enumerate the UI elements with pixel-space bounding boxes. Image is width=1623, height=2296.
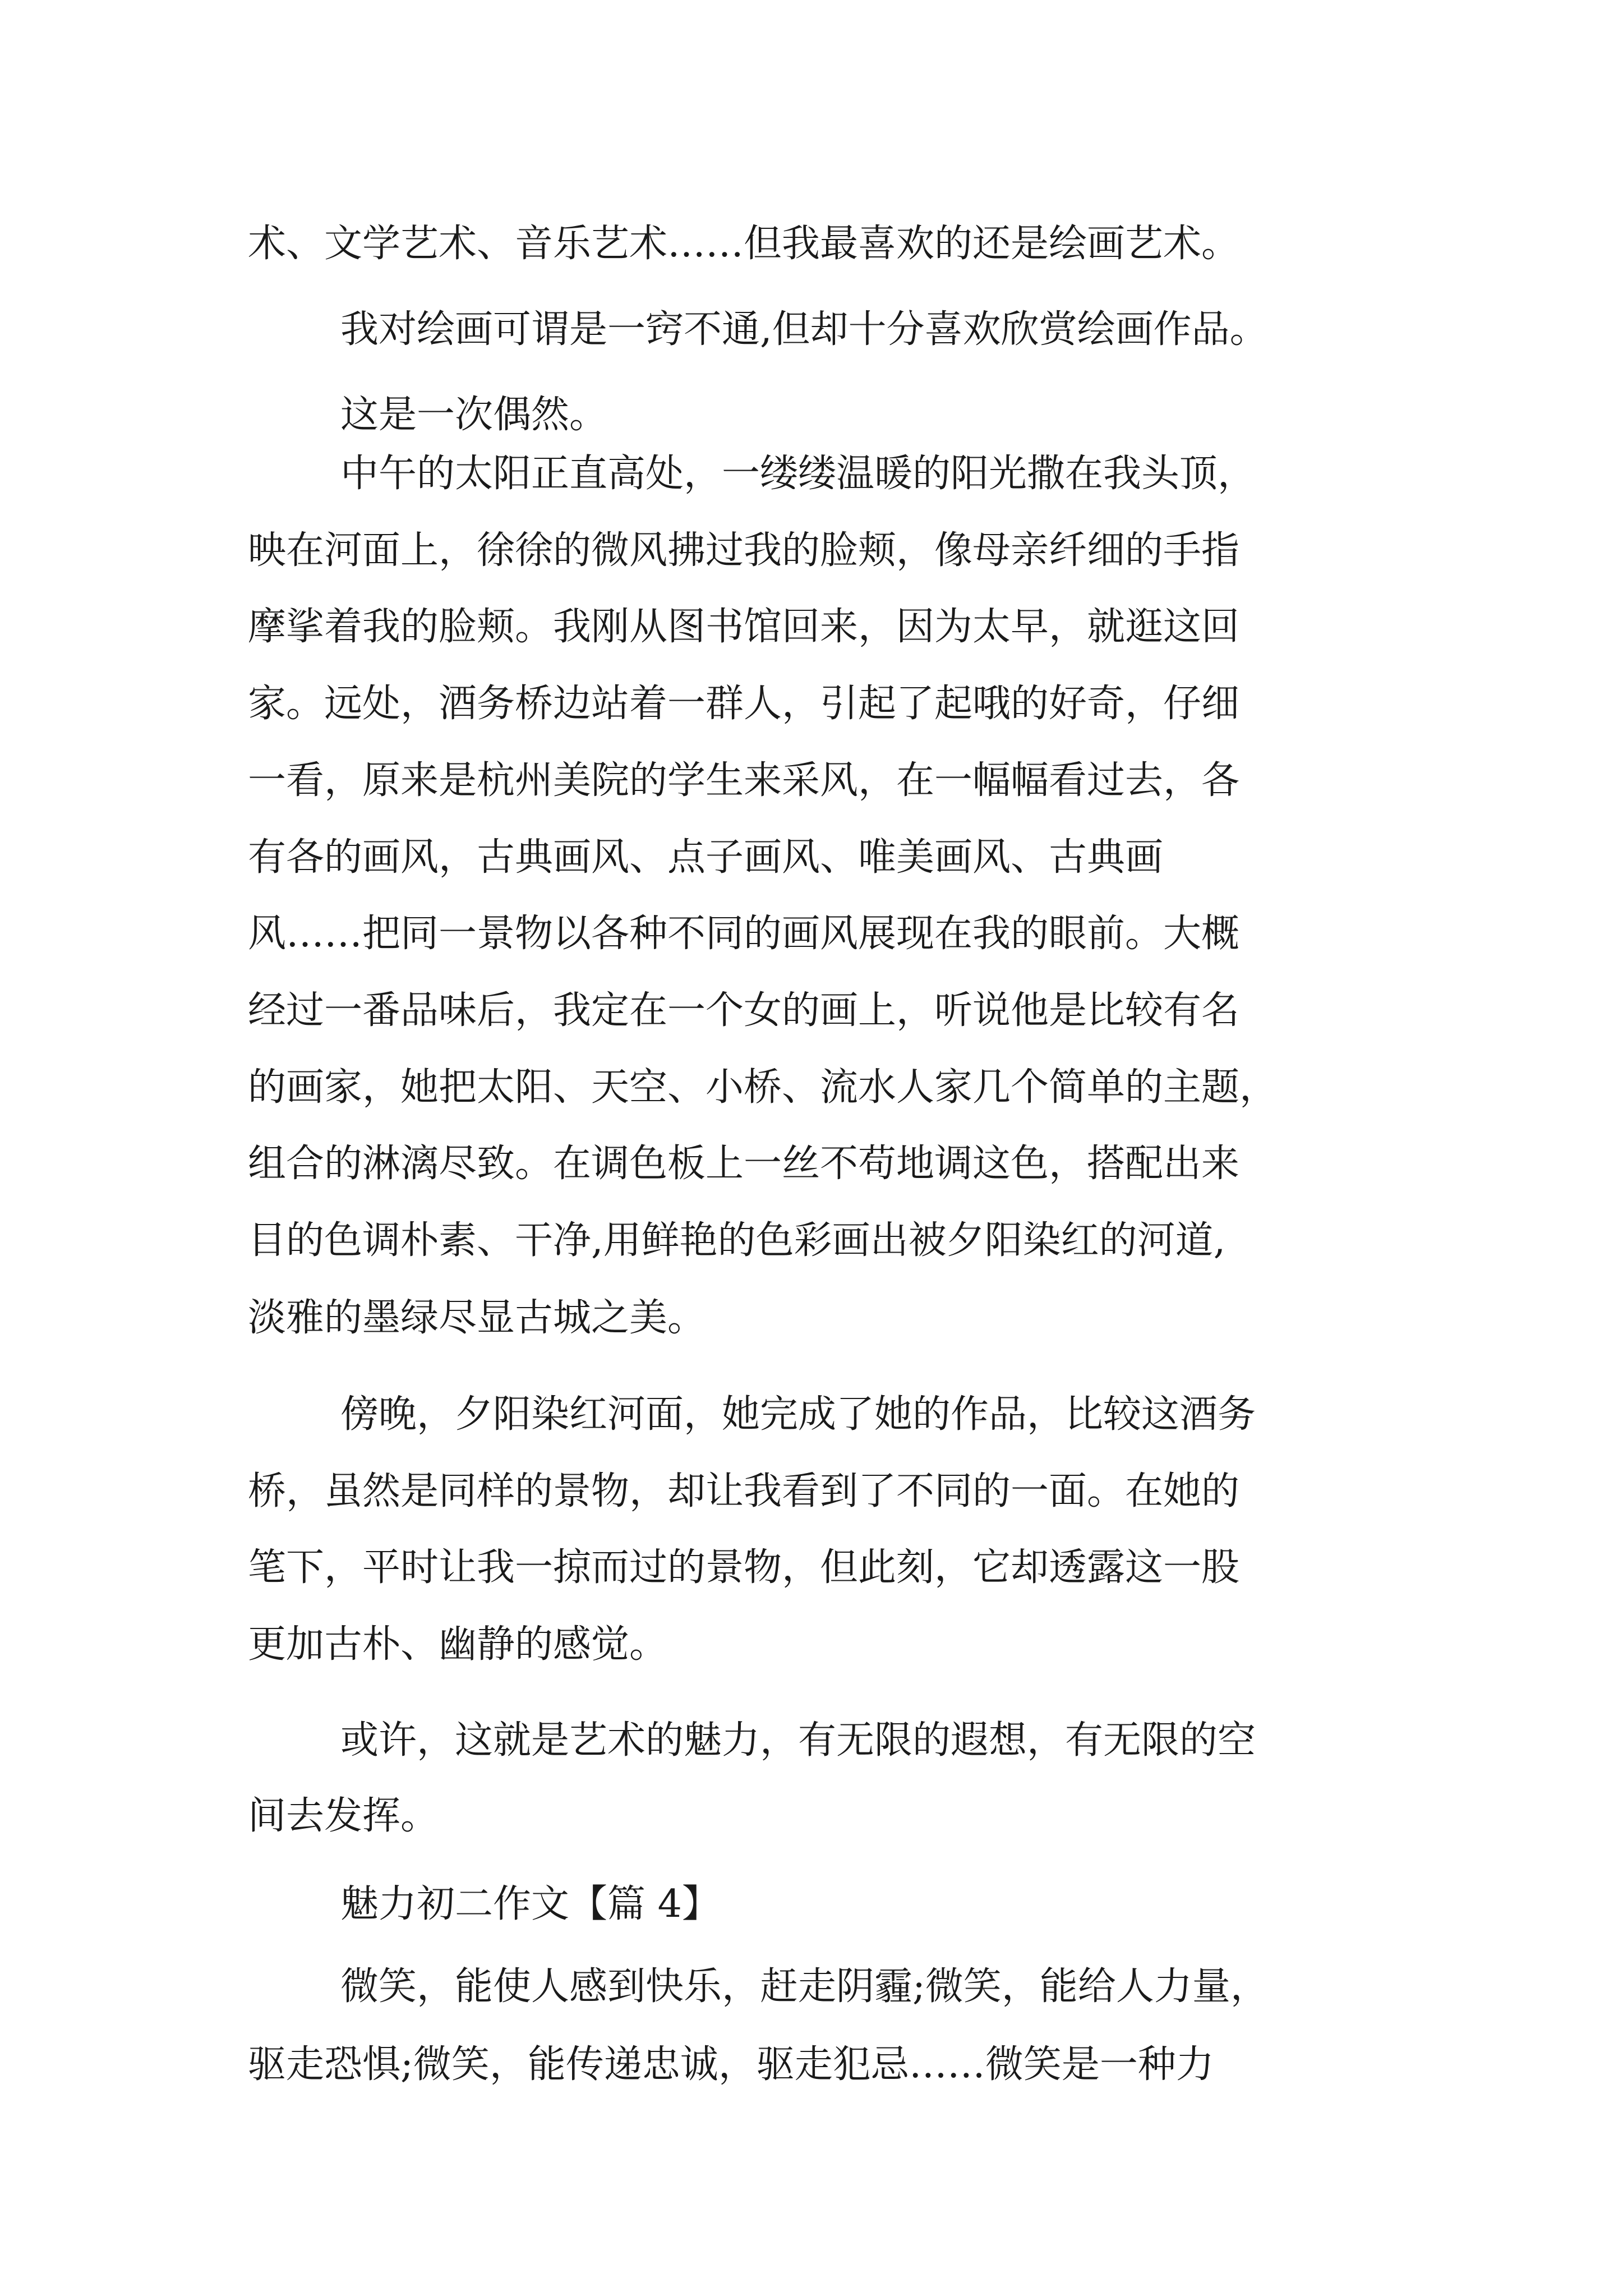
text-line: 傍晚，夕阳染红河面，她完成了她的作品，比较这酒务 [340,1392,1256,1437]
text-line: 术、文学艺术、音乐艺术……但我最喜欢的还是绘画艺术。 [248,222,1240,266]
text-line: 微笑，能使人感到快乐，赶走阴霾;微笑，能给人力量， [340,1964,1269,2009]
text-line: 的画家，她把太阳、天空、小桥、流水人家几个简单的主题， [248,1065,1278,1110]
text-line: 映在河面上，徐徐的微风拂过我的脸颊，像母亲纤细的手指 [248,528,1240,573]
text-line: 摩挲着我的脸颊。我刚从图书馆回来，因为太早，就逛这回 [248,605,1240,649]
text-line: 组合的淋漓尽致。在调色板上一丝不苟地调这色，搭配出来 [248,1142,1240,1186]
text-line: 中午的太阳正直高处，一缕缕温暖的阳光撒在我头顶， [340,452,1256,496]
text-line: 有各的画风，古典画风、点子画风、唯美画风、古典画 [248,835,1164,880]
text-line: 间去发挥。 [248,1794,439,1838]
text-line: 经过一番品味后，我定在一个女的画上，听说他是比较有名 [248,988,1240,1033]
text-line: 我对绘画可谓是一窍不通,但却十分喜欢欣赏绘画作品。 [340,307,1268,352]
text-line: 驱走恐惧;微笑，能传递忠诚，驱走犯忌……微笑是一种力 [248,2042,1214,2087]
text-line: 家。远处，酒务桥边站着一群人，引起了起哦的好奇，仔细 [248,682,1240,726]
text-line: 一看，原来是杭州美院的学生来采风，在一幅幅看过去，各 [248,758,1240,803]
text-line: 笔下，平时让我一掠而过的景物，但此刻，它却透露这一股 [248,1545,1240,1590]
text-line: 或许，这就是艺术的魅力，有无限的遐想，有无限的空 [340,1718,1256,1763]
text-line: 淡雅的墨绿尽显古城之美。 [248,1296,706,1340]
text-line: 风……把同一景物以各种不同的画风展现在我的眼前。大概 [248,912,1240,956]
text-line: 目的色调朴素、干净,用鲜艳的色彩画出被夕阳染红的河道, [248,1218,1226,1263]
text-line: 桥，虽然是同样的景物，却让我看到了不同的一面。在她的 [248,1469,1240,1513]
text-line: 这是一次偶然。 [340,393,608,437]
section-heading: 魅力初二作文【篇 4】 [340,1882,720,1926]
text-line: 更加古朴、幽静的感觉。 [248,1622,668,1667]
